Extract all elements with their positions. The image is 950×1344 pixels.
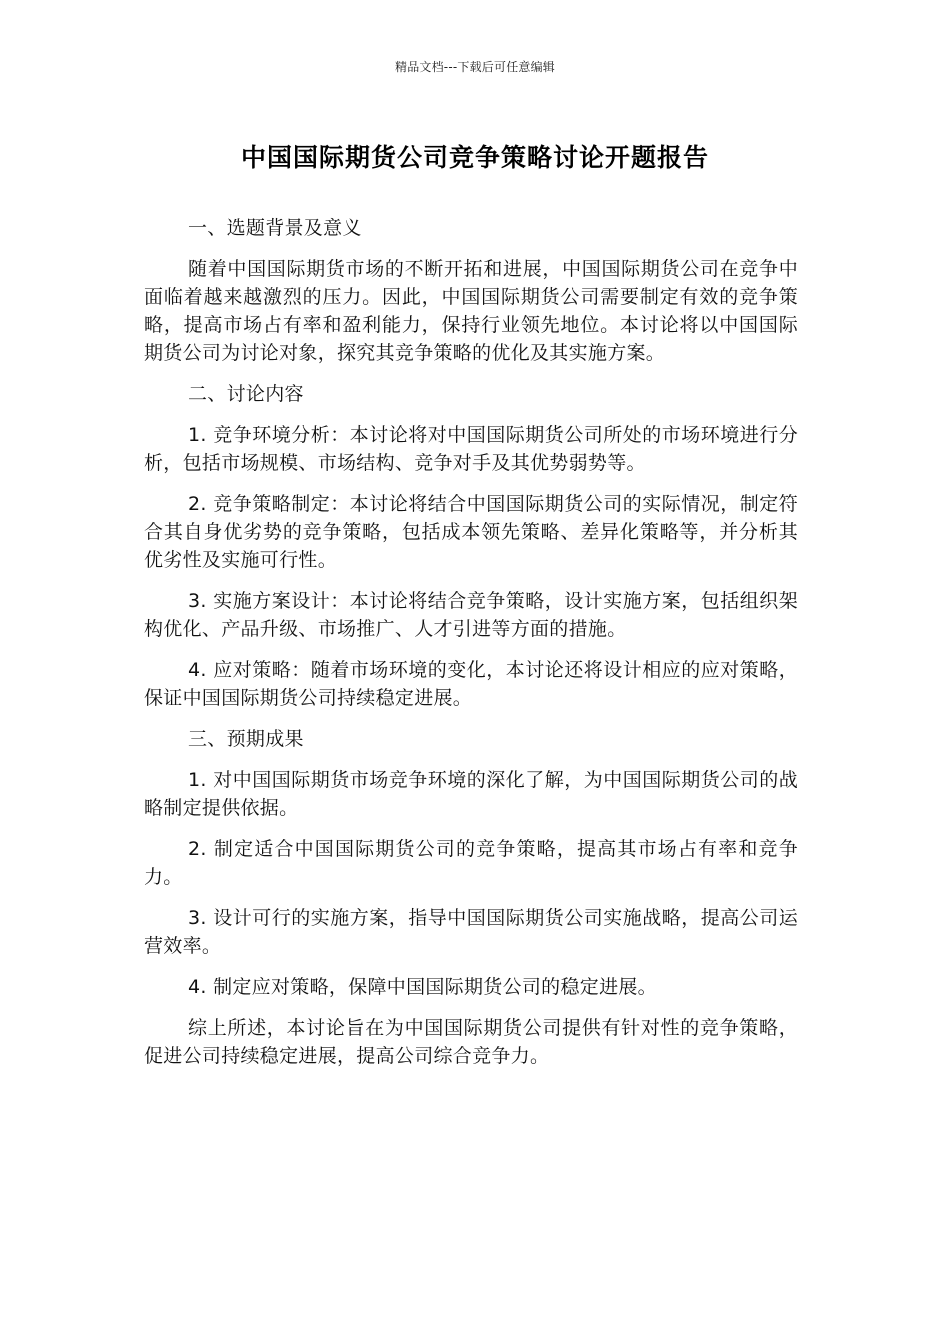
section-heading-content: 二、讨论内容 xyxy=(188,383,304,405)
section-heading-outcomes: 三、预期成果 xyxy=(188,728,304,750)
paragraph-outcome-item-4: 4. 制定应对策略，保障中国国际期货公司的稳定进展。 xyxy=(188,976,657,998)
header-note: 精品文档---下载后可任意编辑 xyxy=(395,60,555,74)
paragraph-content-item-4: 4. 应对策略：随着市场环境的变化，本讨论还将设计相应的应对策略，保证中国国际期货公司持续稳定进展。 xyxy=(144,659,798,709)
paragraph-content-item-1: 1. 竞争环境分析：本讨论将对中国国际期货公司所处的市场环境进行分析，包括市场规模、市场结构、竞争对手及其优势弱势等。 xyxy=(144,424,798,474)
paragraph-background: 随着中国国际期货市场的不断开拓和进展，中国国际期货公司在竞争中面临着越来越激烈的压力。因此，中国国际期货公司需要制定有效的竞争策略，提高市场占有率和盈利能力，保持行业领先地位。本讨论将以中国国际期货公司为讨论对象，探究其竞争策略的优化及其实施方案。 xyxy=(144,258,798,364)
paragraph-outcome-item-3: 3. 设计可行的实施方案，指导中国国际期货公司实施战略，提高公司运营效率。 xyxy=(144,907,798,957)
paragraph-outcome-item-1: 1. 对中国国际期货市场竞争环境的深化了解，为中国国际期货公司的战略制定提供依据。 xyxy=(144,769,798,819)
paragraph-outcome-item-2: 2. 制定适合中国国际期货公司的竞争策略，提高其市场占有率和竞争力。 xyxy=(144,838,798,888)
paragraph-content-item-2: 2. 竞争策略制定：本讨论将结合中国国际期货公司的实际情况，制定符合其自身优劣势的竞争策略，包括成本领先策略、差异化策略等，并分析其优劣性及实施可行性。 xyxy=(144,493,798,571)
paragraph-conclusion: 综上所述，本讨论旨在为中国国际期货公司提供有针对性的竞争策略，促进公司持续稳定进展，提高公司综合竞争力。 xyxy=(144,1017,798,1067)
paragraph-content-item-3: 3. 实施方案设计：本讨论将结合竞争策略，设计实施方案，包括组织架构优化、产品升级、市场推广、人才引进等方面的措施。 xyxy=(144,590,798,640)
document-body xyxy=(144,214,798,1083)
document-title: 中国国际期货公司竞争策略讨论开题报告 xyxy=(240,143,709,172)
section-heading-background: 一、选题背景及意义 xyxy=(188,217,362,239)
